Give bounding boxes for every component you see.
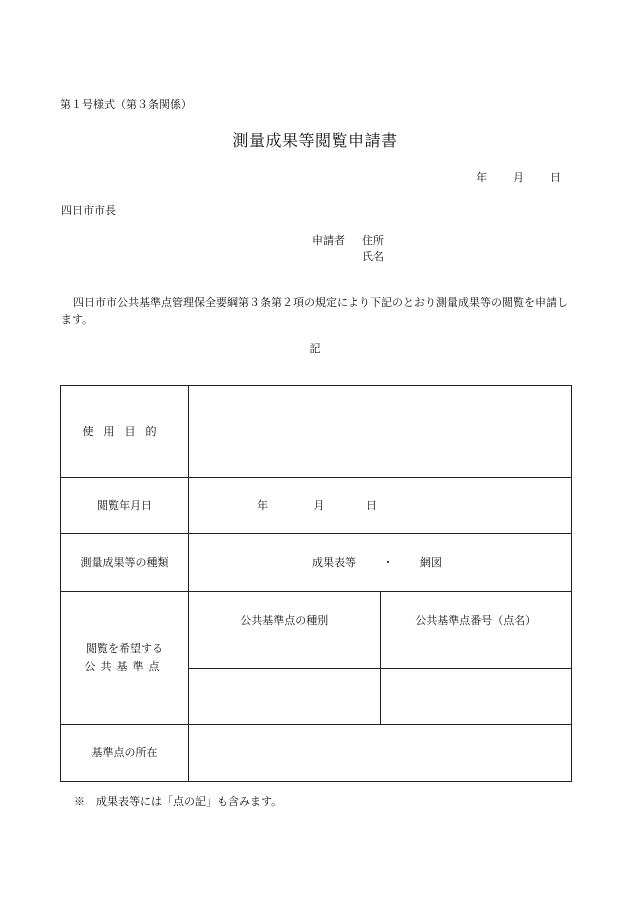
kind-option-results-table[interactable]: 成果表等 [312,555,356,569]
points-label-line1: 閲覧を希望する [86,642,163,655]
view-date-parts [189,497,377,515]
survey-kind-row [61,534,572,592]
location-field[interactable] [189,725,572,782]
location-label: 基準点の所在 [61,725,189,782]
view-date-row [61,478,572,534]
applicant-name-label: 氏名 [362,250,384,263]
view-date-month: 月 [313,498,325,512]
footnote: ※ 成果表等には「点の記」も含みます。 [74,795,283,808]
date-month-label: 月 [513,171,524,184]
application-statement: 四日市市公共基準点管理保全要綱第３条第２項の規定により下記のとおり測量成果等の閲覧を申請します。 [61,296,568,326]
form-number: 第１号様式（第３条関係） [60,98,192,111]
view-date-label: 閲覧年月日 [61,478,189,534]
addressee: 四日市市長 [61,204,116,217]
kind-option-network-map[interactable]: 網図 [420,555,442,569]
points-label-line2: 公共基準点 [84,660,165,673]
applicant-label: 申請者 [312,234,345,247]
date-day-label: 日 [550,171,561,184]
point-number-header: 公共基準点番号（点名） [380,592,572,669]
points-label [61,592,189,725]
view-date-year: 年 [257,498,268,512]
purpose-label: 使用目的 [61,386,189,478]
survey-kind-options [189,556,442,569]
points-header-row [61,592,572,669]
view-date-field[interactable] [189,478,572,534]
application-form-table [60,385,572,782]
ki-heading: 記 [309,342,321,355]
applicant-address-label: 住所 [362,234,384,247]
purpose-field[interactable] [189,386,572,478]
survey-kind-label: 測量成果等の種類 [61,534,189,592]
document-title: 測量成果等閲覧申請書 [232,131,398,150]
view-date-day: 日 [366,498,377,512]
point-number-field[interactable] [380,669,572,725]
point-type-header: 公共基準点の種別 [189,592,381,669]
kind-separator: ・ [382,555,394,569]
location-row [61,725,572,782]
survey-kind-field[interactable] [189,534,572,592]
date-year-label: 年 [476,171,487,184]
purpose-row [61,386,572,478]
point-type-field[interactable] [189,669,381,725]
